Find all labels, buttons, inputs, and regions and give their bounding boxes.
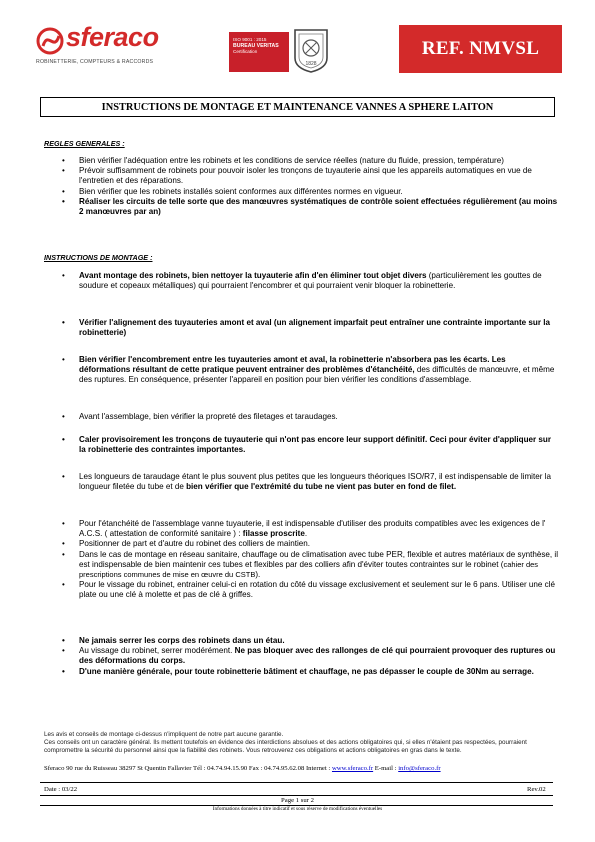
doc-revision: Rev.02: [527, 786, 546, 793]
document-title: INSTRUCTIONS DE MONTAGE ET MAINTENANCE VANNES A SPHERE LAITON: [40, 97, 555, 117]
montage-list: [62, 318, 558, 338]
sferaco-logo-icon: [36, 26, 66, 56]
list-item: • Pour le vissage du robinet, entrainer celui-ci en rotation du côté du vissage exclusivement et seulement sur le 6 pans. Utiliser une clé plate ou une clé à molette et pas de clé à griffes.: [62, 580, 558, 600]
list-item: • Ne jamais serrer les corps des robinets dans un étau.: [62, 636, 558, 646]
montage-list: [62, 435, 558, 455]
footer-divider: [40, 795, 553, 796]
footer-divider: [40, 782, 553, 783]
list-item: • Vérifier l'alignement des tuyauteries amont et aval (un alignement imparfait peut entraîner une contrainte importante sur la robinetterie): [62, 318, 558, 338]
seal-year: 1828: [305, 61, 317, 67]
montage-list: [62, 355, 558, 386]
disclaimer-notes: [44, 731, 559, 755]
list-item: • Avant montage des robinets, bien nettoyer la tuyauterie afin d'en éliminer tout objet divers (particulièrement les gouttes de soudure et copeaux métalliques) qui pourraient l'encombrer et qui pourraient venir bloquer la robinetterie.: [62, 271, 558, 291]
montage-list: [62, 472, 558, 492]
bureau-veritas-seal-icon: [291, 28, 331, 74]
reference-box: REF. NMVSL: [399, 25, 562, 73]
list-item: • Réaliser les circuits de telle sorte que des manœuvres systématiques de contrôle soient effectuées régulièrement (au moins 2 manœuvres par an): [62, 197, 558, 217]
list-item: • Les longueurs de taraudage étant le plus souvent plus petites que les longueurs théoriques ISO/R7, il est indispensable de limiter la longueur filetée du tube et de bien vérifier que l'extrémité du tube ne vient pas buter en fond de filet.: [62, 472, 558, 492]
cert-label: Certification: [233, 49, 258, 54]
company-footer: [44, 765, 559, 772]
montage-list: [62, 271, 558, 291]
doc-date: Date : 03/22: [44, 786, 78, 793]
section-heading-general: REGLES GENERALES :: [44, 139, 125, 148]
list-item: • Bien vérifier que les robinets installés soient conformes aux différentes normes en vigueur.: [62, 187, 558, 197]
montage-list: [62, 636, 558, 677]
montage-list: [62, 412, 558, 422]
cert-iso: ISO 9001 : 2015: [233, 37, 267, 42]
note-line: Les avis et conseils de montage ci-dessus n'impliquent de notre part aucune garantie.: [44, 731, 284, 738]
list-item: • Bien vérifier l'encombrement entre les tuyauteries amont et aval, la robinetterie n'absorbera pas les écarts. Les déformations résultant de cette pratique peuvent entrainer des problèmes d'étanchéité, des difficultés de manœuvre, et même des ruptures. En conséquence, présenter l'appareil en position pour bien vérifier les conditions d'assemblage.: [62, 355, 558, 386]
list-item: • Dans le cas de montage en réseau sanitaire, chauffage ou de climatisation avec tube PER, flexible et autres matériaux de synthèse, il est indispensable de bien maintenir ces tubes et flexibles par des colliers afin d'éviter toutes contraintes sur le robinet (cahier des prescriptions communes de mise en œuvre du CSTB).: [62, 550, 558, 581]
footer-address: Sferaco 90 rue du Ruisseau 38297 St Quentin Fallavier Tél : 04.74.94.15.90 Fax : 04.74.95.62.08 Internet :: [44, 765, 332, 772]
general-rules-list: [62, 156, 558, 217]
brand-name: sferaco: [66, 22, 159, 52]
list-item: • Bien vérifier l'adéquation entre les robinets et les conditions de service réelles (nature du fluide, pression, température): [62, 156, 558, 166]
note-line: Ces conseils ont un caractère général. Ils mettent toutefois en évidence des interdictions absolues et des actions obligatoires qui, si elles n'étaient pas respectées, pourraient compromettre la sécurité du personnel ainsi que la fiabilité des robinets. Vous retrouverez ces obligations et actions obligatoires en gras dans le texte.: [44, 739, 527, 754]
footer-info: Informations données à titre indicatif et sous réserve de modifications éventuelles: [212, 806, 383, 812]
email-link[interactable]: info@sferaco.fr: [398, 765, 441, 772]
list-item: • D'une manière générale, pour toute robinetterie bâtiment et chauffage, ne pas dépasser le couple de 30Nm au serrage.: [62, 667, 558, 677]
list-item: • Positionner de part et d'autre du robinet des colliers de maintien.: [62, 539, 558, 549]
list-item: • Prévoir suffisamment de robinets pour pouvoir isoler les tronçons de tuyauterie ainsi que les appareils automatiques en vue de l'entretien et des réparations.: [62, 166, 558, 186]
email-label: E-mail :: [373, 765, 399, 772]
list-item: • Pour l'étanchéité de l'assemblage vanne tuyauterie, il est indispensable d'utiliser des produits compatibles avec les exigences de l' A.C.S. ( attestation de conformité sanitaire ) : filasse proscrite.: [62, 519, 558, 539]
montage-list: [62, 519, 558, 601]
section-heading-montage: INSTRUCTIONS DE MONTAGE :: [44, 253, 153, 262]
list-item: • Caler provisoirement les tronçons de tuyauterie qui n'ont pas encore leur support définitif. Ceci pour éviter d'appliquer sur la robinetterie des contraintes importantes.: [62, 435, 558, 455]
bureau-veritas-cert-badge: [229, 32, 289, 72]
page-number: Page 1 sur 2: [281, 797, 314, 804]
sferaco-logo: [36, 22, 186, 70]
list-item: • Au vissage du robinet, serrer modérément. Ne pas bloquer avec des rallonges de clé qui pourraient provoquer des ruptures ou des déformations du corps.: [62, 646, 558, 666]
website-link[interactable]: www.sferaco.fr: [331, 765, 374, 772]
cert-bv: BUREAU VERITAS: [233, 43, 279, 49]
list-item: • Avant l'assemblage, bien vérifier la propreté des filetages et taraudages.: [62, 412, 558, 422]
brand-tagline: ROBINETTERIE, COMPTEURS & RACCORDS: [36, 59, 154, 65]
